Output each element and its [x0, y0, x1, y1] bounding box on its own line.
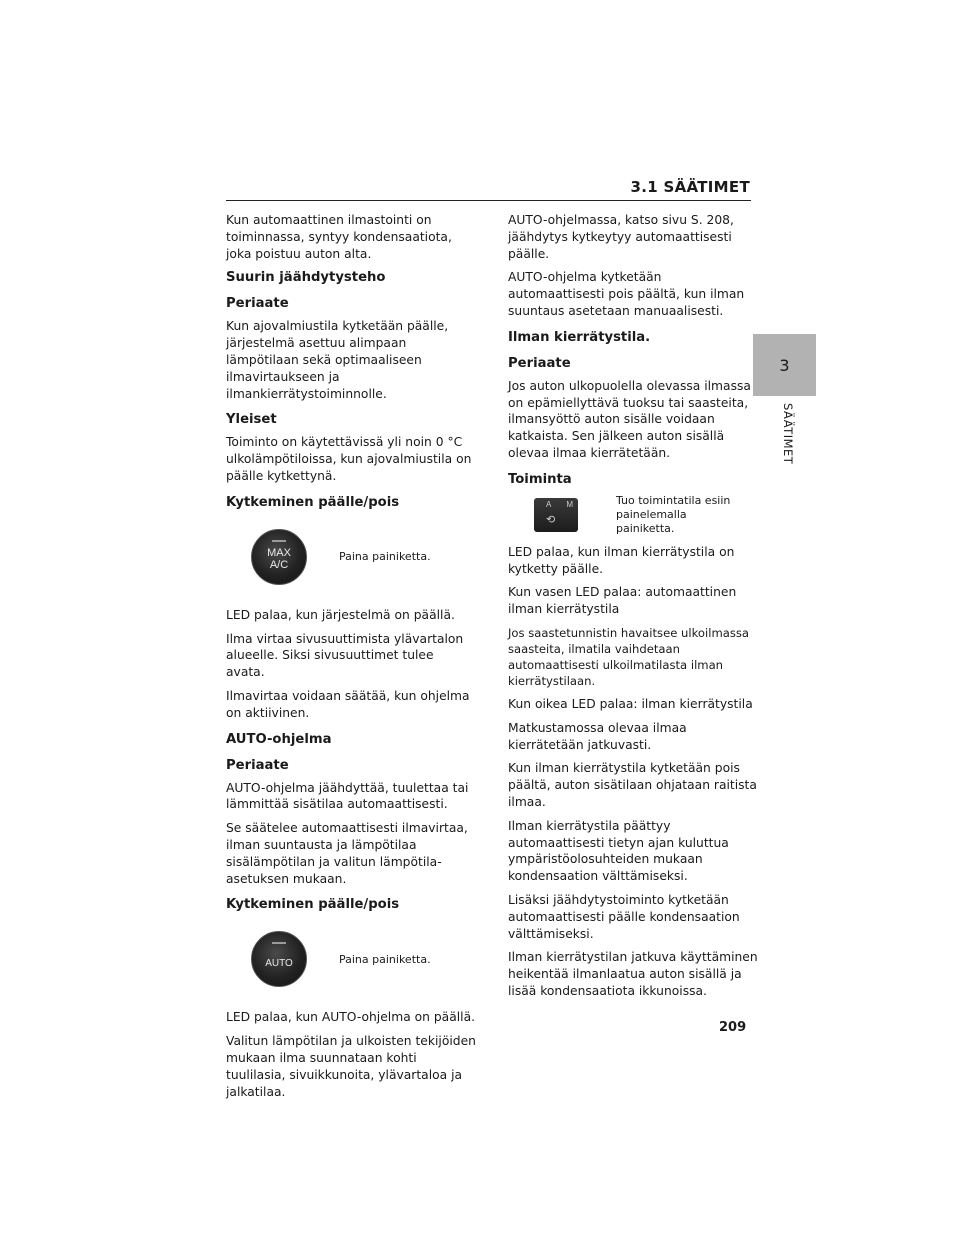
- paragraph: Se säätelee automaattisesti ilmavirtaa, ilman suuntausta ja lämpötilaa sisälämpötilan ja valitun lämpötila-asetuksen mukaan.: [226, 821, 468, 886]
- chapter-label: SÄÄTIMET: [781, 403, 795, 465]
- paragraph: Jos auton ulkopuolella olevassa ilmassa on epämiellyttävä tuoksu tai saasteita, ilmansyöttö auton sisälle voidaan katkaista. Sen jälkeen auton sisällä olevaa ilmaa kierrätetään.: [508, 378, 751, 460]
- paragraph: Kun automaattinen ilmastointi on toiminnassa, syntyy kondensaatiota, joka poistuu auton alta.: [226, 213, 452, 261]
- auto-mode-letter: A: [546, 499, 552, 509]
- paragraph: Matkustamossa olevaa ilmaa kierrätetään jatkuvasti.: [508, 720, 687, 752]
- subheading-switch-on-off: Kytkeminen päälle/pois: [226, 494, 400, 510]
- button-caption: Tuo toimintatila esiin painelemalla painiketta.: [616, 493, 731, 535]
- subheading-principle: Periaate: [508, 355, 571, 371]
- paragraph: AUTO-ohjelma jäähdyttää, tuulettaa tai lämmittää sisätilaa automaattisesti.: [226, 780, 469, 812]
- paragraph: Kun oikea LED palaa: ilman kierrätystila: [508, 696, 753, 711]
- recirculation-illustration: [508, 494, 758, 536]
- chapter-tab: [753, 334, 816, 396]
- paragraph: LED palaa, kun järjestelmä on päällä.: [226, 607, 455, 622]
- left-column: [226, 212, 476, 1107]
- paragraph: Jos saastetunnistin havaitsee ulkoilmassa saasteita, ilmatila vaihdetaan automaattisesti ulkoilmatilasta ilman kierrätystilaan.: [508, 625, 750, 688]
- paragraph: AUTO-ohjelmassa, katso sivu S. 208, jäähdytys kytkeytyy automaattisesti päälle.: [508, 213, 734, 261]
- paragraph: Ilman kierrätystila päättyy automaattisesti tietyn ajan kuluttua ympäristöolosuhteiden mukaan kondensaation välttämiseksi.: [508, 818, 729, 884]
- paragraph: Valitun lämpötilan ja ulkoisten tekijöiden mukaan ilma suunnataan kohti tuulilasia, sivuikkunoita, ylävartaloa ja jalkatilaa.: [226, 1034, 476, 1099]
- paragraph: Kun vasen LED palaa: automaattinen ilman kierrätystila: [508, 585, 737, 617]
- manual-mode-letter: M: [566, 499, 573, 509]
- paragraph: AUTO-ohjelma kytketään automaattisesti pois päältä, kun ilman suuntaus asetetaan manuaalisesti.: [508, 270, 745, 318]
- led-indicator: [272, 540, 286, 542]
- paragraph: LED palaa, kun ilman kierrätystila on kytketty päälle.: [508, 544, 735, 576]
- auto-illustration: [226, 919, 476, 999]
- paragraph: Kun ajovalmiustila kytketään päälle, järjestelmä asettuu alimpaan lämpötilaan sekä optimaaliseen ilmavirtaukseen ja ilmankierrätystoiminnolle.: [226, 319, 449, 401]
- car-recirculation-icon: ⟲: [546, 513, 556, 526]
- subheading-switch-on-off: Kytkeminen päälle/pois: [226, 897, 400, 913]
- section-title: 3.1 SÄÄTIMET: [630, 178, 750, 196]
- button-caption: Paina painiketta.: [339, 952, 431, 966]
- max-ac-illustration: [226, 517, 476, 597]
- subheading-operation: Toiminta: [508, 471, 572, 487]
- paragraph: Kun ilman kierrätystila kytketään pois päältä, auton sisätilaan ohjataan raitista ilmaa.: [508, 761, 757, 809]
- max-label: MAX: [267, 547, 291, 560]
- max-ac-button-image: [251, 529, 307, 585]
- page-number: 209: [719, 1020, 747, 1035]
- button-caption: Paina painiketta.: [339, 550, 431, 564]
- recirculation-button-image: [534, 498, 578, 532]
- ac-label: A/C: [269, 559, 289, 572]
- subheading-principle: Periaate: [226, 296, 289, 312]
- subheading-general: Yleiset: [226, 412, 277, 428]
- paragraph: Toiminto on käytettävissä yli noin 0 °C ulkolämpötiloissa, kun ajovalmiustila on päälle kytkettynä.: [226, 435, 472, 483]
- paragraph: Ilma virtaa sivusuuttimista ylävartalon alueelle. Siksi sivusuuttimet tulee avata.: [226, 631, 464, 680]
- paragraph: Ilman kierrätystilan jatkuva käyttäminen heikentää ilmanlaatua auton sisällä ja lisää kondensaatiota ikkunoissa.: [508, 950, 758, 998]
- led-indicator: [272, 942, 286, 944]
- paragraph: Lisäksi jäähdytystoiminto kytketään automaattisesti päälle kondensaation välttämiseksi.: [508, 892, 740, 941]
- heading-recirculation: Ilman kierrätystila.: [508, 329, 651, 345]
- subheading-principle: Periaate: [226, 757, 289, 773]
- chapter-number: 3: [779, 355, 790, 375]
- paragraph: Ilmavirtaa voidaan säätää, kun ohjelma on aktiivinen.: [226, 688, 470, 720]
- auto-button-image: [251, 931, 307, 987]
- heading-auto-program: AUTO-ohjelma: [226, 731, 332, 747]
- right-column: [508, 212, 758, 1007]
- auto-label: AUTO: [265, 957, 293, 969]
- header-divider: [226, 200, 751, 201]
- paragraph: LED palaa, kun AUTO-ohjelma on päällä.: [226, 1010, 476, 1025]
- heading-max-cooling: Suurin jäähdytysteho: [226, 270, 386, 286]
